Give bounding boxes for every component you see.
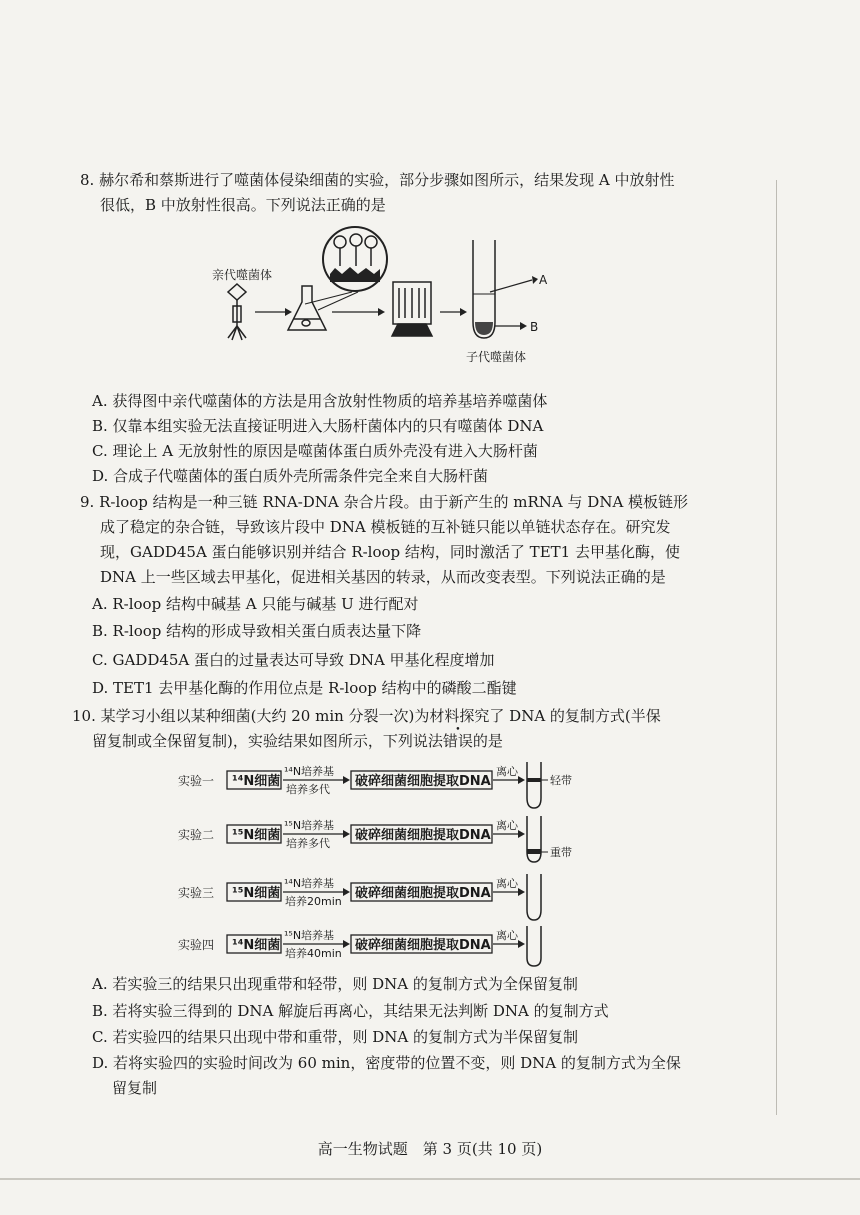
svg-text:离心: 离心 [496, 819, 518, 832]
svg-text:¹⁵N细菌: ¹⁵N细菌 [232, 828, 281, 843]
q9-option-d: D. TET1 去甲基化酶的作用位点是 R-loop 结构中的磷酸二酯键 [92, 679, 517, 697]
svg-text:实验一: 实验一 [178, 774, 215, 788]
experiment-row-1 [178, 762, 572, 808]
svg-text:¹⁵N细菌: ¹⁵N细菌 [232, 886, 281, 901]
svg-text:实验四: 实验四 [178, 938, 215, 952]
svg-text:离心: 离心 [496, 877, 518, 890]
q8-option-c: C. 理论上 A 无放射性的原因是噬菌体蛋白质外壳没有进入大肠杆菌 [92, 442, 538, 460]
svg-text:破碎细菌细胞提取DNA: 破碎细菌细胞提取DNA [355, 828, 491, 843]
parent-phage-icon [228, 284, 246, 340]
svg-text:实验三: 实验三 [178, 886, 215, 900]
flask-icon [288, 286, 326, 330]
page-footer: 高一生物试题 第 3 页(共 10 页) [317, 1140, 543, 1158]
q9-stem-line1: 9. R-loop 结构是一种三链 RNA-DNA 杂合片段。由于新产生的 mRNA 与 DNA 模板链形 [80, 493, 689, 511]
svg-text:¹⁴N细菌: ¹⁴N细菌 [232, 774, 281, 789]
svg-text:¹⁴N培养基: ¹⁴N培养基 [284, 877, 335, 890]
question-9-stem [80, 490, 710, 590]
svg-text:破碎细菌细胞提取DNA: 破碎细菌细胞提取DNA [355, 938, 491, 953]
svg-text:离心: 离心 [496, 765, 518, 778]
svg-text:¹⁵N培养基: ¹⁵N培养基 [284, 929, 335, 942]
q10-stem-line2: 留复制或全保留复制)，实验结果如图所示，下列说法错误的是 [92, 732, 503, 750]
experiment-row-4 [178, 926, 541, 966]
magnified-infection-icon [305, 227, 387, 310]
experiment-row-3 [178, 874, 541, 920]
q10-option-c: C. 若实验四的结果只出现中带和重带，则 DNA 的复制方式为半保留复制 [92, 1028, 579, 1046]
svg-text:¹⁴N培养基: ¹⁴N培养基 [284, 765, 335, 778]
experiment-row-2 [178, 816, 572, 862]
q9-option-c: C. GADD45A 蛋白的过量表达可导致 DNA 甲基化程度增加 [92, 651, 495, 669]
q10-stem-line1: 10. 某学习小组以某种细菌(大约 20 min 分裂一次)为材料探究了 DNA 的复制方式(半保 [72, 707, 661, 725]
svg-text:¹⁴N细菌: ¹⁴N细菌 [232, 938, 281, 953]
q10-option-a: A. 若实验三的结果只出现重带和轻带，则 DNA 的复制方式为全保留复制 [92, 975, 578, 993]
q8-option-a: A. 获得图中亲代噬菌体的方法是用含放射性物质的培养基培养噬菌体 [92, 392, 548, 410]
question-8-stem [80, 168, 710, 218]
q10-emphasis-wrong: 错误 [442, 732, 473, 750]
q9-stem-line4: DNA 上一些区域去甲基化，促进相关基因的转录，从而改变表型。下列说法正确的是 [100, 568, 666, 586]
svg-text:破碎细菌细胞提取DNA: 破碎细菌细胞提取DNA [355, 886, 491, 901]
svg-text:培养多代: 培养多代 [286, 783, 330, 796]
svg-text:培养20min: 培养20min [285, 895, 342, 908]
svg-text:离心: 离心 [496, 929, 518, 942]
q10-option-d: D. 若将实验四的实验时间改为 60 min，密度带的位置不变，则 DNA 的复制方式为全保 [92, 1054, 681, 1072]
question-10-stem [72, 704, 712, 754]
dna-replication-experiment-figure [0, 760, 860, 970]
q9-stem-line3: 现，GADD45A 蛋白能够识别并结合 R-loop 结构，同时激活了 TET1 去甲基化酶，使 [100, 543, 680, 561]
q8-option-d: D. 合成子代噬菌体的蛋白质外壳所需条件完全来自大肠杆菌 [92, 467, 489, 485]
svg-text:重带: 重带 [550, 846, 572, 859]
parent-phage-label: 亲代噬菌体 [212, 268, 273, 282]
phage-experiment-figure [0, 222, 860, 372]
label-b: B [530, 320, 539, 334]
page-edge [0, 1178, 860, 1180]
q8-stem-line2: 很低，B 中放射性很高。下列说法正确的是 [100, 196, 386, 214]
svg-text:¹⁵N培养基: ¹⁵N培养基 [284, 819, 335, 832]
svg-text:轻带: 轻带 [550, 774, 572, 787]
centrifuge-tube-icon [473, 240, 538, 338]
svg-text:培养40min: 培养40min [285, 947, 342, 960]
q10-option-d-continued: 留复制 [112, 1079, 158, 1097]
svg-text:破碎细菌细胞提取DNA: 破碎细菌细胞提取DNA [355, 774, 491, 789]
q8-option-b: B. 仅靠本组实验无法直接证明进入大肠杆菌体内的只有噬菌体 DNA [92, 417, 544, 435]
q8-stem-line1: 8. 赫尔希和蔡斯进行了噬菌体侵染细菌的实验，部分步骤如图所示，结果发现 A 中放射性 [80, 171, 675, 189]
q9-option-a: A. R-loop 结构中碱基 A 只能与碱基 U 进行配对 [92, 595, 419, 613]
child-phage-label: 子代噬菌体 [466, 350, 527, 364]
q9-stem-line2: 成了稳定的杂合链，导致该片段中 DNA 模板链的互补链只能以单链状态存在。研究发 [100, 518, 671, 536]
label-a: A [539, 273, 548, 287]
q10-option-b: B. 若将实验三得到的 DNA 解旋后再离心，其结果无法判断 DNA 的复制方式 [92, 1002, 609, 1020]
blender-icon [392, 282, 432, 336]
q9-option-b: B. R-loop 结构的形成导致相关蛋白质表达量下降 [92, 622, 422, 640]
svg-text:实验二: 实验二 [178, 828, 215, 842]
svg-text:培养多代: 培养多代 [286, 837, 330, 850]
